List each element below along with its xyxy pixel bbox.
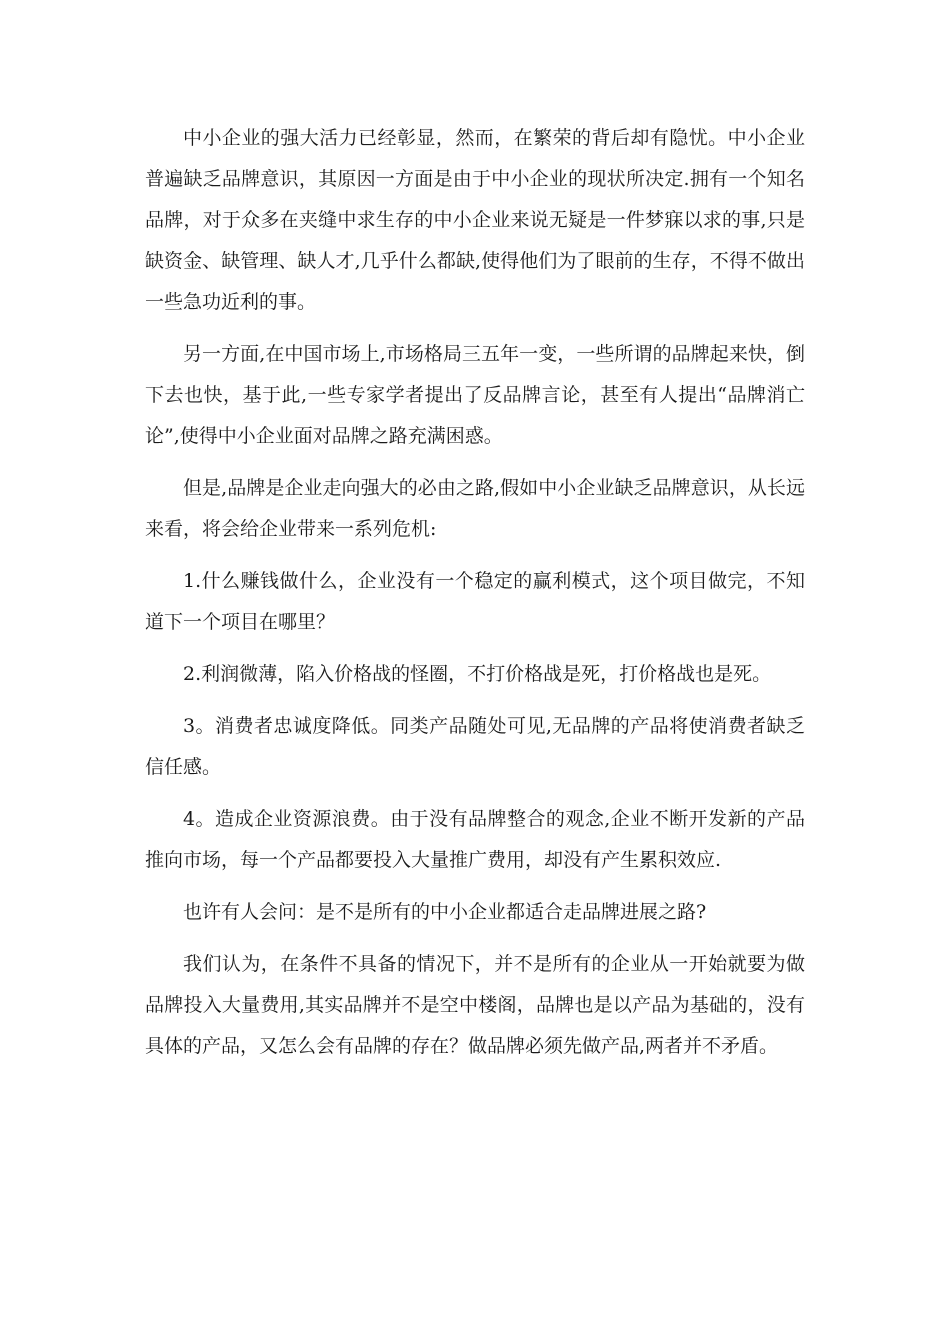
document-body [145, 118, 805, 1078]
paragraph-intro: 中小企业的强大活力已经彰显，然而，在繁荣的背后却有隐忧。中小企业普遍缺乏品牌意识，其原因一方面是由于中小企业的现状所决定.拥有一个知名品牌，对于众多在夹缝中求生存的中小企业来说无疑是一件梦寐以求的事,只是缺资金、缺管理、缺人才,几乎什么都缺,使得他们为了眼前的生存，不得不做出一些急功近利的事。 [145, 127, 805, 313]
paragraph-question: 也许有人会问：是不是所有的中小企业都适合走品牌进展之路? [183, 901, 707, 923]
paragraph-conclusion: 我们认为，在条件不具备的情况下，并不是所有的企业从一开始就要为做品牌投入大量费用,其实品牌并不是空中楼阁，品牌也是以产品为基础的，没有具体的产品，又怎么会有品牌的存在？做品牌必须先做产品,两者并不矛盾。 [145, 953, 805, 1057]
list-item-3: 3。消费者忠诚度降低。同类产品随处可见,无品牌的产品将使消费者缺乏信任感。 [145, 715, 805, 778]
paragraph-market: 另一方面,在中国市场上,市场格局三五年一变，一些所谓的品牌起来快，倒下去也快，基于此,一些专家学者提出了反品牌言论，甚至有人提出“品牌消亡论”,使得中小企业面对品牌之路充满困惑。 [145, 343, 805, 447]
list-item-4: 4。造成企业资源浪费。由于没有品牌整合的观念,企业不断开发新的产品推向市场，每一个产品都要投入大量推广费用，却没有产生累积效应. [145, 808, 805, 871]
list-item-2: 2.利润微薄，陷入价格战的怪圈，不打价格战是死，打价格战也是死。 [183, 663, 772, 685]
paragraph-crisis-intro: 但是,品牌是企业走向强大的必由之路,假如中小企业缺乏品牌意识，从长远来看，将会给企业带来一系列危机: [145, 477, 805, 540]
list-item-1: 1.什么赚钱做什么，企业没有一个稳定的赢利模式，这个项目做完，不知道下一个项目在哪里？ [145, 570, 805, 633]
